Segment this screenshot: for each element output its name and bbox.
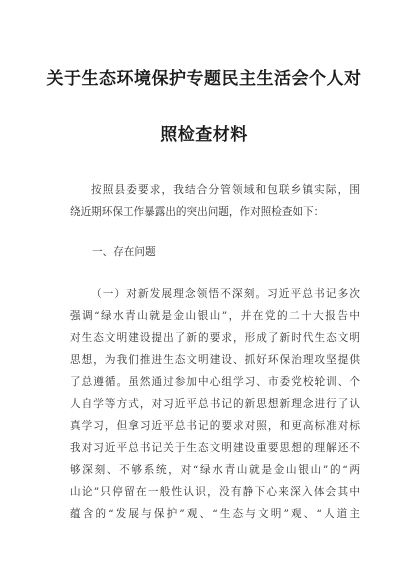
para-line: 了总遵循。虽然通过参加中心组学习、市委党校轮训、个	[70, 376, 360, 388]
para-line: 强调“绿水青山就是金山银山”，并在党的二十大报告中	[70, 310, 360, 322]
intro-line-1: 按照县委要求，我结合分管领域和包联乡镇实际，围	[91, 184, 360, 196]
para-line: 真学习，但拿习近平总书记的要求对照，和更高标准对标	[70, 420, 360, 432]
para-line: 对生态文明建设提出了新的要求，形成了新时代生态文明	[70, 332, 360, 344]
document-title-line-2: 照检查材料	[160, 125, 248, 145]
document-title-line-1: 关于生态环境保护专题民主生活会个人对	[46, 69, 362, 89]
para-line: 人自学等方式，对习近平总书记的新思想新理念进行了认	[70, 398, 360, 410]
para-line: 思想，为我们推进生态文明建设、抓好环保治理攻坚提供	[70, 354, 360, 366]
para-line: 山论”只停留在一般性认识，没有静下心来深入体会其中	[70, 486, 360, 498]
section-heading: 一、存在问题	[92, 246, 156, 258]
para-line: 够深刻、不够系统，对“绿水青山就是金山银山”的“两	[70, 464, 360, 476]
para-line: （一）对新发展理念领悟不深刻。习近平总书记多次	[91, 288, 360, 300]
intro-line-2: 绕近期环保工作暴露出的突出问题，作对照检查如下：	[70, 206, 325, 218]
para-line: 蕴含的“发展与保护”观、“生态与文明”观、“人道主	[70, 508, 360, 520]
para-line: 我对习近平总书记关于生态文明建设重要思想的理解还不	[70, 442, 360, 454]
